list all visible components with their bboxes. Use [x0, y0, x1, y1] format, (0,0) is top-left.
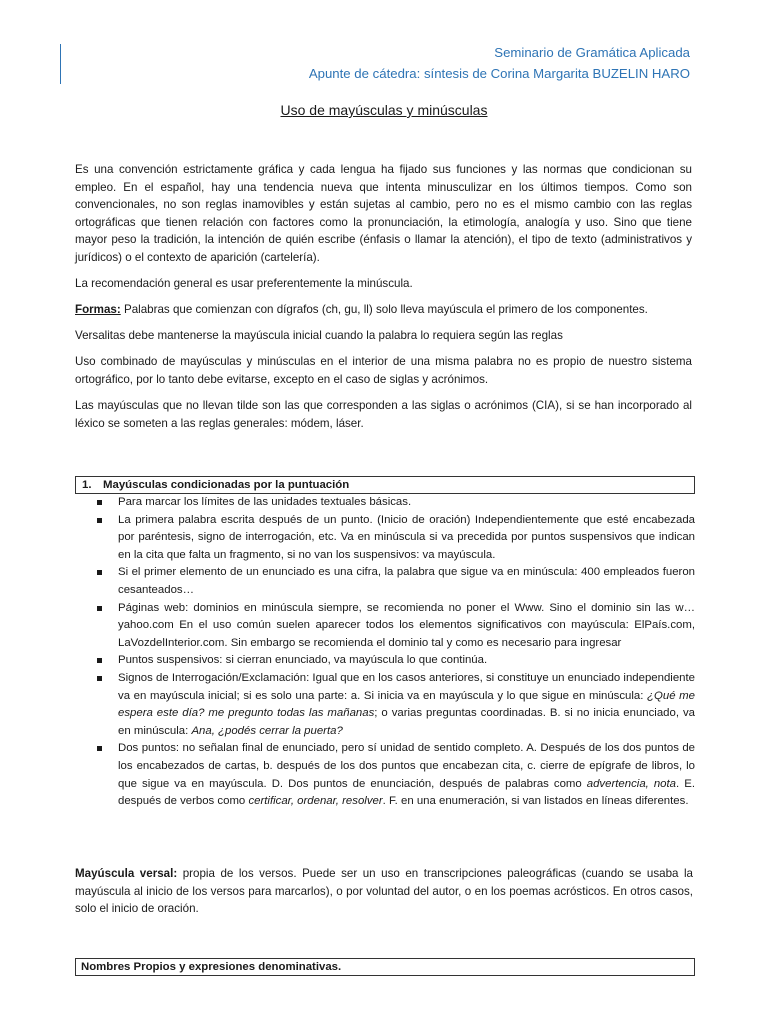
bullet-example-text: Ana, ¿podés cerrar la puerta?: [191, 724, 343, 737]
formas-text: Palabras que comienzan con dígrafos (ch, gu, ll) solo lleva mayúscula el primero de los componentes.: [120, 303, 648, 317]
versal-text: propia de los versos. Puede ser un uso en transcripciones paleográficas (cuando se usaba la mayúscula al inicio de los versos para marcarlos), o por voluntad del autor, o en los poemas acrósticos. En otros casos, solo el inicio de oración.: [75, 867, 693, 916]
versal-label: Mayúscula versal:: [75, 867, 178, 880]
bullet-text: Para marcar los límites de las unidades textuales básicas.: [118, 496, 412, 508]
bullet-item: [75, 740, 695, 810]
section-1-number: 1.: [82, 479, 92, 491]
bullet-example-text: certificar, ordenar, resolver: [248, 795, 383, 808]
bullet-example-text: advertencia, nota: [586, 777, 677, 790]
bullet-text: . F. en una enumeración, si van listados en líneas diferentes.: [382, 795, 689, 808]
document-title: Uso de mayúsculas y minúsculas: [280, 102, 488, 118]
section-1-heading-box: [75, 476, 695, 494]
header-seminar: Seminario de Gramática Aplicada: [494, 45, 690, 60]
bullet-text: Dos puntos: no señalan final de enunciado, pero sí unidad de sentido completo. A. Después de los dos puntos de los encabezados de cartas, b. después de los dos puntos que encabezan cita, c. cierre de epígrafe de libros, lo que sigue va en mayúscula. D. Dos puntos de enunciación, después de palabras como: [118, 742, 695, 790]
bullet-text: Signos de Interrogación/Exclamación: Igual que en los casos anteriores, si constituye un enunciado independiente va en mayúscula inicial; si es solo una parte: a. Si inicia va en mayúscula y lo que sigue en minúscula:: [118, 671, 695, 702]
intro-paragraph-5: Uso combinado de mayúsculas y minúsculas en el interior de una misma palabra no es propio de nuestro sistema ortográfico, por lo tanto debe evitarse, excepto en el caso de siglas y acrónimos.: [75, 355, 692, 386]
header-author: Apunte de cátedra: síntesis de Corina Margarita BUZELIN HARO: [308, 66, 690, 81]
versal-paragraph: [75, 865, 693, 918]
bullet-item: [75, 564, 695, 599]
section-2-heading-box: [75, 958, 695, 976]
formas-label: Formas:: [75, 303, 121, 317]
header-margin-bar: [60, 44, 61, 84]
bullet-text: La primera palabra escrita después de un punto. (Inicio de oración) Independientemente que esté encabezada por paréntesis, signo de interrogación, etc. Va en minúscula si va precedida por puntos suspensivos que indican en la cita que falta un fragmento, si no van los suspensivos: va mayúscula.: [118, 513, 695, 561]
bullet-item: [75, 494, 695, 512]
intro-paragraph-6: Las mayúsculas que no llevan tilde son las que corresponden a las siglas o acrónimos (CIA), si se han incorporado al léxico se someten a las reglas generales: módem, láser.: [75, 399, 692, 430]
intro-paragraph-4: Versalitas debe mantenerse la mayúscula inicial cuando la palabra lo requiera según las reglas: [75, 329, 563, 343]
bullet-item: [75, 670, 695, 740]
intro-section: [75, 161, 692, 441]
intro-paragraph-3: [75, 301, 692, 319]
bullet-text: ; o varias preguntas coordinadas. B. si no inicia enunciado, va en minúscula:: [118, 707, 695, 737]
bullet-text: Puntos suspensivos: si cierran enunciado, va mayúscula lo que continúa.: [118, 654, 488, 667]
bullet-text: Si el primer elemento de un enunciado es una cifra, la palabra que sigue va en minúscula: 400 empleados fueron cesanteados…: [118, 566, 695, 596]
intro-paragraph-2: La recomendación general es usar preferentemente la minúscula.: [75, 277, 413, 291]
intro-paragraph-1: Es una convención estrictamente gráfica y cada lengua ha fijado sus funciones y las normas que condicionan su empleo. En el español, hay una tendencia nueva que intenta minusculizar en los últimos tiempos. Como son convencionales, no son reglas inamovibles y están sujetas al cambio, pero no es el mismo cambio con las reglas ortográficas que tienen relación con factores como la pronunciación, la etimología, analogía y uso. Sino que tiene mayor peso la tradición, la intención de quién escribe (énfasis o llamar la atención), el tipo de texto (administrativos y jurídicos) o el contexto de aparición (cartelería).: [75, 163, 692, 264]
bullet-example-text: ¿Qué me espera este día? me pregunto todas las mañanas: [118, 689, 695, 720]
bullet-item: [75, 512, 695, 565]
bullet-text: . E. después de verbos como: [118, 777, 695, 808]
bullet-text: Páginas web: dominios en minúscula siempre, se recomienda no poner el Www. Sino el dominio sin las w… yahoo.com En el uso común suelen aparecer todos los elementos significativos con mayúscula: ElPaís.com, LaVozdelInterior.com. Sin embargo se recomienda el dominio tal y como es necesario para ingresar: [118, 601, 695, 649]
bullet-item: [75, 600, 695, 653]
page-header: [309, 42, 690, 84]
section-2-heading: Nombres Propios y expresiones denominativas.: [81, 961, 342, 973]
section-1-heading: Mayúsculas condicionadas por la puntuación: [103, 479, 350, 491]
section-1-bullet-list: [75, 494, 695, 811]
bullet-item: [75, 652, 695, 670]
versal-section: [75, 865, 693, 918]
